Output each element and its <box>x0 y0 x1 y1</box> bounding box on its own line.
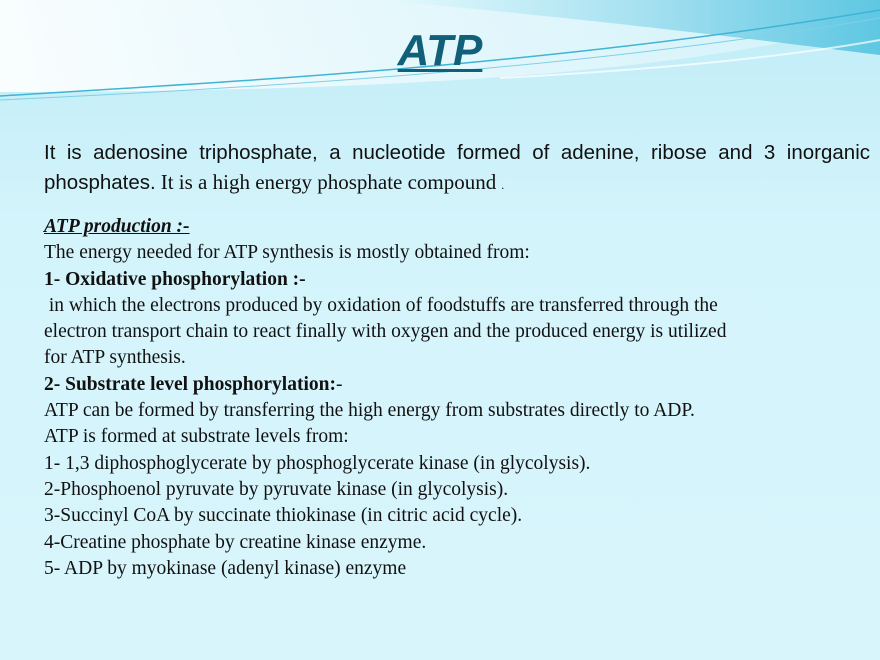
section-heading: ATP production :- <box>44 216 190 237</box>
slide-title: ATP <box>397 26 483 75</box>
oxidative-line: in which the electrons produced by oxidation of foodstuffs are transferred through the <box>44 294 718 316</box>
substrate-list-item: 4-Creatine phosphate by creatine kinase enzyme. <box>44 531 427 553</box>
oxidative-heading: 1- Oxidative phosphorylation :- <box>44 268 306 290</box>
production-lead: The energy needed for ATP synthesis is mostly obtained from: <box>44 242 530 264</box>
intro-definition: It is adenosine triphosphate, a nucleotide formed of adenine, ribose and 3 inorganic phosphates. <box>44 141 870 194</box>
substrate-line: ATP can be formed by transferring the high energy from substrates directly to ADP. <box>44 400 695 422</box>
substrate-list-item: 3-Succinyl CoA by succinate thiokinase (in citric acid cycle). <box>44 505 523 527</box>
oxidative-line: for ATP synthesis. <box>44 347 186 369</box>
intro-paragraph <box>44 138 870 200</box>
substrate-list-item: 2-Phosphoenol pyruvate by pyruvate kinase (in glycolysis). <box>44 478 509 500</box>
substrate-heading-tail: - <box>335 373 343 395</box>
production-section <box>44 214 874 582</box>
substrate-list-item: 5- ADP by myokinase (adenyl kinase) enzyme <box>44 557 407 579</box>
oxidative-line: electron transport chain to react finally with oxygen and the produced energy is utilized <box>44 321 727 343</box>
intro-trailing: . <box>501 178 505 192</box>
intro-description: It is a high energy phosphate compound <box>160 170 497 194</box>
substrate-list-item: 1- 1,3 diphosphoglycerate by phosphoglycerate kinase (in glycolysis). <box>44 452 591 474</box>
substrate-heading: 2- Substrate level phosphorylation: <box>44 373 336 395</box>
substrate-line: ATP is formed at substrate levels from: <box>44 426 349 448</box>
